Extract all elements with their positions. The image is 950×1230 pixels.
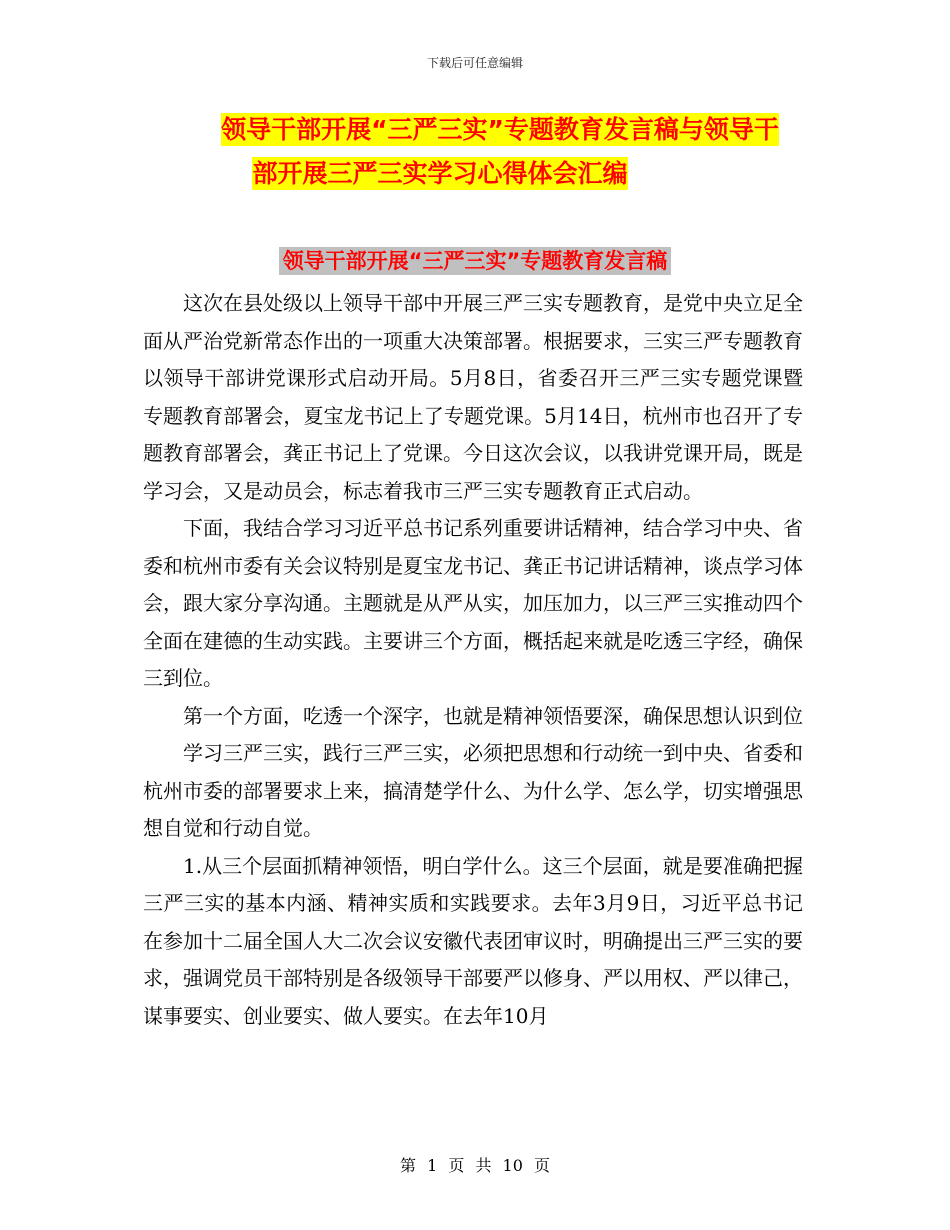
paragraph: 学习三严三实，践行三严三实，必须把思想和行动统一到中央、省委和杭州市委的部署要求上来，搞清楚学什么、为什么学、怎么学，切实增强思想自觉和行动自觉。 bbox=[143, 741, 803, 840]
header-note: 下载后可任意编辑 bbox=[426, 56, 523, 70]
document-title-line-1 bbox=[190, 108, 810, 152]
paragraph: 1.从三个层面抓精神领悟，明白学什么。这三个层面，就是要准确把握三严三实的基本内涵、精神实质和实践要求。去年3月9日，习近平总书记在参加十二届全国人大二次会议安徽代表团审议时，明确提出三严三实的要求，强调党员干部特别是各级领导干部要严以修身、严以用权、严以律己，谋事要实、创业要实、做人要实。在去年10月 bbox=[143, 853, 803, 1028]
body-text bbox=[143, 285, 803, 1035]
section-title bbox=[0, 243, 950, 279]
paragraph: 这次在县处级以上领导干部中开展三严三实专题教育，是党中央立足全面从严治党新常态作出的一项重大决策部署。根据要求，三实三严专题教育以领导干部讲党课形式启动开局。5月8日，省委召开三严三实专题党课暨专题教育部署会，夏宝龙书记上了专题党课。5月14日，杭州市也召开了专题教育部署会，龚正书记上了党课。今日这次会议，以我讲党课开局，既是学习会，又是动员会，标志着我市三严三实专题教育正式启动。 bbox=[143, 291, 803, 503]
title-text-2: 部开展三严三实学习心得体会汇编 bbox=[252, 159, 628, 188]
section-title-text: 领导干部开展“三严三实”专题教育发言稿 bbox=[279, 247, 672, 275]
document-title-line-2 bbox=[190, 152, 690, 196]
title-text-1: 领导干部开展“三严三实”专题教育发言稿与领导干 bbox=[221, 115, 779, 144]
page-footer: 第 1 页 共 10 页 bbox=[400, 1156, 550, 1175]
paragraph: 下面，我结合学习习近平总书记系列重要讲话精神，结合学习中央、省委和杭州市委有关会议特别是夏宝龙书记、龚正书记讲话精神，谈点学习体会，跟大家分享沟通。主题就是从严从实，加压加力，以三严三实推动四个全面在建德的生动实践。主要讲三个方面，概括起来就是吃透三字经，确保三到位。 bbox=[143, 516, 803, 690]
paragraph: 第一个方面，吃透一个深字，也就是精神领悟要深，确保思想认识到位 bbox=[183, 703, 803, 728]
